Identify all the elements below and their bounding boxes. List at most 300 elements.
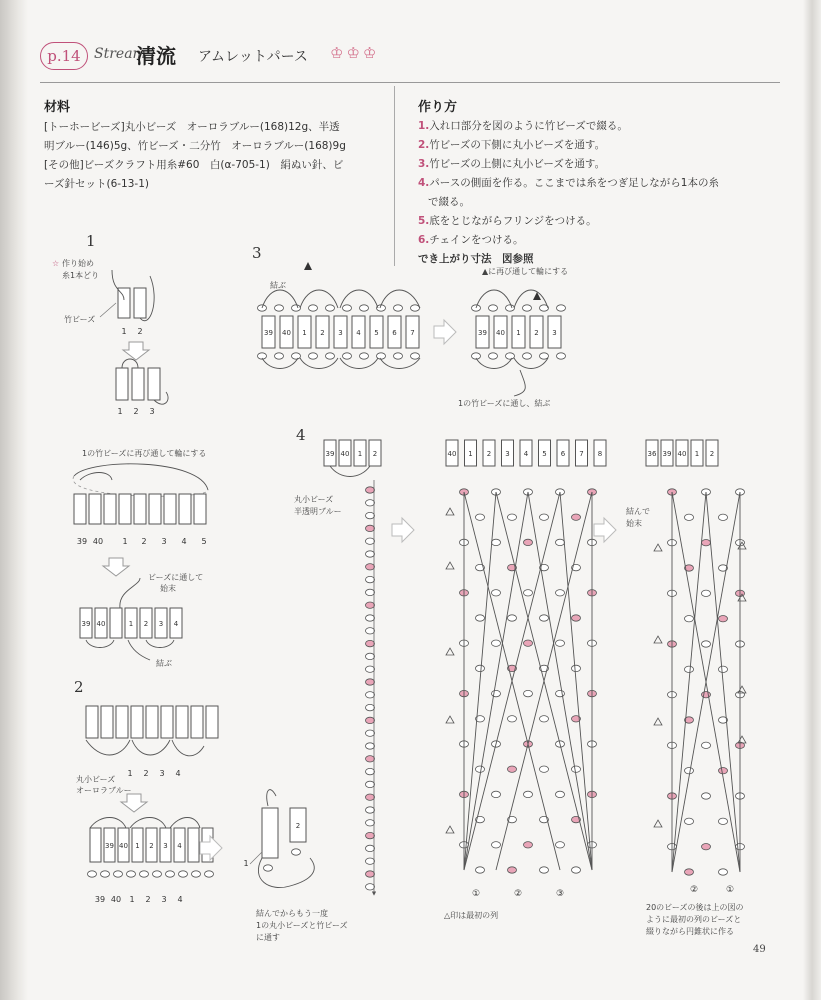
bugle-bead-number: 39 (478, 329, 487, 337)
spiral-note: 20のビーズの後は上の図の (646, 903, 744, 912)
bugle-bead-number: 4 (177, 842, 182, 850)
diagram-number: 2 (145, 895, 151, 904)
lattice-thread (464, 492, 496, 870)
seed-bead (114, 871, 123, 877)
seed-bead (476, 615, 485, 621)
seed-bead-pink (366, 832, 375, 838)
diagram-number: 40 (92, 537, 104, 546)
pass-note: 1の竹ビーズに通し、結ぶ (458, 399, 551, 408)
lattice-thread (672, 492, 706, 872)
bugle-bead (86, 706, 98, 738)
bugle-bead-number: 2 (320, 329, 325, 337)
bugle-bead (101, 706, 113, 738)
bugle-bead-number: 40 (119, 842, 128, 850)
bugle-bead-number: 7 (410, 329, 415, 337)
seed-bead-pink (702, 539, 711, 545)
step-item: 3.竹ビーズの上側に丸小ビーズを通す。 (418, 158, 606, 170)
seed-bead (572, 766, 581, 772)
start-note: 作り始め (62, 259, 94, 268)
first-row-marker-icon (446, 508, 454, 515)
diagram-number: 1 (122, 537, 128, 546)
seed-bead-pink (685, 869, 694, 875)
seed-bead (719, 818, 728, 824)
seed-bead (205, 871, 214, 877)
first-row-marker-icon (446, 562, 454, 569)
bugle-bead-number: 4 (173, 620, 179, 628)
thread-path (262, 358, 420, 369)
seed-bead (275, 305, 284, 311)
bugle-bead (134, 288, 146, 318)
bugle-bead (161, 706, 173, 738)
tie-note: 結ぶ (156, 659, 172, 668)
seed-bead (140, 871, 149, 877)
tie-note: 結ぶ (270, 281, 286, 290)
diagram-number: 4 (175, 769, 181, 778)
bugle-bead (148, 368, 160, 400)
figure-2-label: 2 (74, 678, 84, 696)
bead-label: 丸小ビーズ (76, 775, 116, 784)
thread-path (330, 466, 370, 477)
bugle-bead-number: 1 (516, 329, 521, 337)
bugle-bead-number: 2 (149, 842, 154, 850)
bugle-bead (104, 494, 116, 524)
figure-2-diagram (86, 706, 222, 904)
diagram-number: 4 (177, 895, 183, 904)
seed-bead (192, 871, 201, 877)
seed-bead (326, 305, 335, 311)
bugle-bead (164, 494, 176, 524)
seed-bead (508, 716, 517, 722)
seed-bead (366, 576, 375, 582)
seed-bead-pink (366, 640, 375, 646)
bead-label: 丸小ビーズ (294, 495, 334, 504)
seed-bead (292, 849, 301, 855)
diagram-number: 2 (133, 407, 139, 416)
ring-note: ▲に再び通して輪にする (482, 267, 569, 276)
diagram-number: 3 (149, 407, 155, 416)
first-row-marker-icon (654, 636, 662, 643)
seed-bead (508, 514, 517, 520)
seed-bead-pink (366, 717, 375, 723)
lattice-thread (560, 492, 592, 870)
dashed-thread (73, 476, 208, 496)
bugle-bead-number: 40 (282, 329, 291, 337)
diagram-number: 39 (94, 895, 106, 904)
seed-bead (702, 742, 711, 748)
diagram-number: 1 (127, 769, 133, 778)
bead-label: オーロラブルー (76, 786, 132, 795)
bead-label: 半透明ブルー (294, 507, 342, 516)
seed-bead (411, 353, 420, 359)
bugle-bead (74, 494, 86, 524)
materials-line: 明ブルー(146)5g、竹ビーズ・二分竹 オーロラブルー(168)9g (44, 140, 346, 152)
seed-bead (366, 551, 375, 557)
seed-bead (366, 807, 375, 813)
bugle-bead-number: 39 (264, 329, 273, 337)
seed-bead (360, 305, 369, 311)
detail-note: 1の丸小ビーズと竹ビーズ (256, 921, 348, 930)
seed-bead-pink (366, 564, 375, 570)
seed-bead (556, 640, 565, 646)
seed-bead (540, 353, 549, 359)
seed-bead (366, 820, 375, 826)
materials-line: [その他]ビーズクラフト用糸#60 白(α-705-1) 絹ぬい針、ビ (44, 159, 344, 171)
seed-bead (540, 867, 549, 873)
diagram-number: 2 (137, 327, 143, 336)
thread-path (90, 818, 200, 829)
bugle-bead-number: 40 (340, 450, 350, 458)
finished-size-label: でき上がり寸法 図参照 (418, 253, 534, 265)
seed-bead (556, 791, 565, 797)
fringe-number: ② (689, 885, 699, 895)
bugle-bead-number: 4 (523, 450, 529, 458)
bugle-bead-number: 40 (496, 329, 505, 337)
bugle-bead-number: 1 (135, 842, 140, 850)
star-icon: ☆ (52, 259, 60, 268)
seed-bead (366, 743, 375, 749)
seed-bead (523, 305, 532, 311)
seed-bead (492, 690, 501, 696)
seed-bead (476, 867, 485, 873)
seed-bead-pink (719, 767, 728, 773)
seed-bead (264, 865, 273, 871)
first-row-marker-icon (446, 826, 454, 833)
diagram-number: 1 (117, 407, 123, 416)
seed-bead (489, 305, 498, 311)
lattice-thread (464, 492, 528, 870)
bugle-bead (262, 808, 278, 858)
seed-bead-pink (366, 756, 375, 762)
seed-bead (492, 640, 501, 646)
bugle-bead-number: 1 (357, 450, 363, 458)
seed-bead-pink (524, 539, 533, 545)
seed-bead (685, 514, 694, 520)
seed-bead (524, 690, 533, 696)
diagram-number: 39 (76, 537, 88, 546)
bugle-bead-number: 1 (302, 329, 307, 337)
seed-bead (394, 353, 403, 359)
step-item: で綴る。 (428, 196, 470, 208)
seed-bead (153, 871, 162, 877)
seed-bead (366, 589, 375, 595)
bugle-bead-number: 40 (677, 450, 687, 458)
bugle-bead-number: 7 (579, 450, 584, 458)
bugle-bead (131, 706, 143, 738)
bugle-bead-number: 2 (486, 450, 492, 458)
ring-note: 1の竹ビーズに再び通して輪にする (82, 449, 207, 458)
diagram-number: 40 (110, 895, 122, 904)
bugle-bead-number: 4 (356, 329, 361, 337)
bugle-bead (110, 608, 122, 638)
fringe-number: ② (513, 889, 523, 899)
seed-bead (719, 869, 728, 875)
instructions-heading: 作り方 (418, 100, 458, 115)
lattice-thread (706, 492, 740, 872)
seed-bead (556, 590, 565, 596)
seed-bead (366, 781, 375, 787)
seed-bead (88, 871, 97, 877)
bugle-bead-number: 2 (709, 450, 715, 458)
bugle-bead (179, 494, 191, 524)
english-title: Stream (94, 46, 146, 62)
seed-bead (366, 666, 375, 672)
seed-bead (540, 514, 549, 520)
seed-bead (366, 768, 375, 774)
seed-bead (489, 353, 498, 359)
step-item: 2.竹ビーズの下側に丸小ビーズを通す。 (418, 139, 606, 151)
seed-bead (366, 615, 375, 621)
step-arrow-icon (123, 342, 149, 360)
seed-bead (492, 791, 501, 797)
fringe-number: ① (471, 889, 481, 899)
seed-bead (719, 666, 728, 672)
seed-bead (343, 305, 352, 311)
step-arrow-icon (392, 518, 414, 542)
seed-bead (326, 353, 335, 359)
bugle-bead (89, 494, 101, 524)
bugle-bead (116, 368, 128, 400)
figure-1-label: 1 (86, 232, 96, 250)
seed-bead (685, 818, 694, 824)
seed-bead (506, 305, 515, 311)
materials-heading: 材料 (44, 100, 71, 115)
bugle-bead-number: 5 (374, 329, 379, 337)
figure-3-diagram (258, 262, 569, 396)
seed-bead-pink (366, 487, 375, 493)
figure-4-diagram (324, 440, 746, 899)
seed-bead (540, 615, 549, 621)
seed-bead (366, 845, 375, 851)
seed-bead-pink (366, 871, 375, 877)
bugle-bead (116, 706, 128, 738)
bugle-bead (146, 706, 158, 738)
materials-line: [トーホービーズ]丸小ビーズ オーロラブルー(168)12g、半透 (44, 121, 340, 133)
diagram-number: 1 (243, 859, 249, 868)
seed-bead-pink (572, 615, 581, 621)
bead-label: 竹ビーズ (64, 315, 96, 324)
seed-bead-pink (702, 691, 711, 697)
seed-bead (506, 353, 515, 359)
bugle-bead-number: 3 (552, 329, 557, 337)
seed-bead (556, 690, 565, 696)
page-number: 49 (753, 944, 766, 955)
finish-note: 結んで (626, 507, 650, 516)
seed-bead (366, 512, 375, 518)
seed-bead (309, 353, 318, 359)
seed-bead (557, 353, 566, 359)
seed-bead (572, 665, 581, 671)
seed-bead (366, 730, 375, 736)
bugle-bead-number: 1 (468, 450, 473, 458)
seed-bead (572, 867, 581, 873)
diagram-number: 3 (161, 537, 167, 546)
seed-bead-pink (702, 843, 711, 849)
seed-bead (685, 615, 694, 621)
seed-bead (179, 871, 188, 877)
bugle-bead (206, 706, 218, 738)
diagram-number: 1 (121, 327, 127, 336)
seed-bead (492, 539, 501, 545)
step-item: 6.チェインをつける。 (418, 234, 524, 246)
bugle-bead-number: 39 (325, 450, 335, 458)
step-item: 4.パースの側面を作る。ここまでは糸をつぎ足しながら1本の糸 (418, 177, 719, 189)
bugle-bead (188, 828, 199, 862)
seed-bead (702, 793, 711, 799)
bugle-bead-number: 1 (128, 620, 134, 628)
seed-bead-pink (508, 766, 517, 772)
bugle-bead-number: 36 (647, 450, 657, 458)
seed-bead (366, 884, 375, 890)
bugle-bead-number: 3 (505, 450, 510, 458)
figure-3-label: 3 (252, 244, 262, 262)
leader-line (100, 303, 116, 317)
diagram-number: 3 (161, 895, 167, 904)
seed-bead (366, 500, 375, 506)
seed-bead (366, 628, 375, 634)
bugle-bead-number: 3 (338, 329, 343, 337)
start-note: 糸1本どり (62, 271, 100, 280)
bugle-bead-number: 2 (295, 822, 301, 830)
bugle-bead-number: 3 (163, 842, 168, 850)
seed-bead (556, 842, 565, 848)
seed-bead (343, 353, 352, 359)
bugle-bead-number: 6 (560, 450, 566, 458)
seed-bead (540, 716, 549, 722)
seed-bead (394, 305, 403, 311)
seed-bead-pink (508, 867, 517, 873)
seed-bead (292, 353, 301, 359)
seed-bead (556, 539, 565, 545)
seed-bead (524, 791, 533, 797)
detail-note: 結んでからもう一度 (256, 909, 328, 918)
seed-bead (508, 615, 517, 621)
diagram-number: 1 (129, 895, 135, 904)
figure-4-label: 4 (296, 426, 306, 444)
bugle-bead-number: 40 (447, 450, 457, 458)
finish-note: 始末 (160, 584, 176, 593)
bugle-bead-number: 2 (534, 329, 539, 337)
seed-bead (309, 305, 318, 311)
bugle-bead-number: 5 (542, 450, 547, 458)
bottom-detail-diagram (243, 790, 314, 888)
seed-bead-pink (366, 525, 375, 531)
bugle-bead (90, 828, 101, 862)
bugle-bead (176, 706, 188, 738)
seed-bead-pink (524, 842, 533, 848)
seed-bead (523, 353, 532, 359)
seed-bead-pink (572, 514, 581, 520)
bugle-bead (132, 368, 144, 400)
seed-bead (275, 353, 284, 359)
bugle-bead-number: 3 (158, 620, 164, 628)
spiral-note: ように最初の列のビーズと (646, 915, 742, 924)
first-row-marker-icon (446, 716, 454, 723)
step-arrow-icon (434, 320, 456, 344)
fringe-number: ③ (555, 889, 565, 899)
seed-bead (127, 871, 136, 877)
lattice-thread (528, 492, 592, 870)
first-row-note: △印は最初の列 (444, 911, 499, 920)
difficulty-crown-icons: ♔♔♔ (330, 44, 380, 62)
finish-note: ビーズに通して (148, 573, 204, 582)
diagram-number: 3 (159, 769, 165, 778)
fringe-number: ① (725, 885, 735, 895)
materials-line: ーズ針セット(6-13-1) (44, 178, 149, 190)
bugle-bead-number: 39 (662, 450, 672, 458)
step-arrow-icon (594, 518, 616, 542)
bugle-bead-number: 2 (372, 450, 378, 458)
seed-bead (685, 767, 694, 773)
seed-bead (492, 590, 501, 596)
diagram-number: 5 (201, 537, 207, 546)
spiral-note: 綴りながら円錐状に作る (646, 927, 734, 936)
seed-bead (366, 858, 375, 864)
diagram-number: 4 (181, 537, 187, 546)
bugle-bead (149, 494, 161, 524)
bugle-bead-number: 1 (694, 450, 700, 458)
seed-bead (366, 704, 375, 710)
seed-bead-pink (366, 602, 375, 608)
finish-note: 始末 (626, 519, 642, 528)
seed-bead (101, 871, 110, 877)
seed-bead (411, 305, 420, 311)
thread-path (476, 358, 548, 396)
step-item: 5.底をとじながらフリンジをつける。 (418, 215, 597, 227)
bugle-bead-number: 8 (597, 450, 603, 458)
step-arrow-icon (121, 794, 147, 812)
bugle-bead (118, 288, 130, 318)
diagram-number: 2 (141, 537, 147, 546)
seed-bead (292, 305, 301, 311)
figure-1-diagram (73, 270, 208, 660)
detail-note: に通す (256, 933, 280, 942)
bugle-bead (119, 494, 131, 524)
seed-bead-pink (366, 679, 375, 685)
seed-bead (366, 653, 375, 659)
seed-bead (685, 666, 694, 672)
first-row-marker-icon (654, 820, 662, 827)
japanese-title: 清流 (136, 44, 176, 68)
seed-bead-pink (719, 615, 728, 621)
page-ref-badge: p.14 (40, 42, 88, 70)
bugle-bead-number: 39 (105, 842, 114, 850)
seed-bead (476, 665, 485, 671)
seed-bead (719, 514, 728, 520)
seed-bead (476, 514, 485, 520)
seed-bead (702, 641, 711, 647)
first-row-marker-icon (654, 544, 662, 551)
thread-path (122, 359, 168, 404)
thread-loop (74, 464, 208, 490)
bugle-bead (134, 494, 146, 524)
bugle-bead (191, 706, 203, 738)
bugle-bead-number: 40 (96, 620, 106, 628)
bugle-bead (194, 494, 206, 524)
thread-path (86, 740, 204, 756)
seed-bead (366, 538, 375, 544)
seed-bead (492, 842, 501, 848)
bugle-bead-number: 2 (143, 620, 149, 628)
seed-bead (476, 766, 485, 772)
seed-bead (524, 590, 533, 596)
diagram-number: 2 (143, 769, 149, 778)
seed-bead (360, 353, 369, 359)
seed-bead (540, 766, 549, 772)
seed-bead (557, 305, 566, 311)
seed-bead-pink (524, 640, 533, 646)
step-arrow-icon (103, 558, 129, 576)
seed-bead-pink (366, 794, 375, 800)
